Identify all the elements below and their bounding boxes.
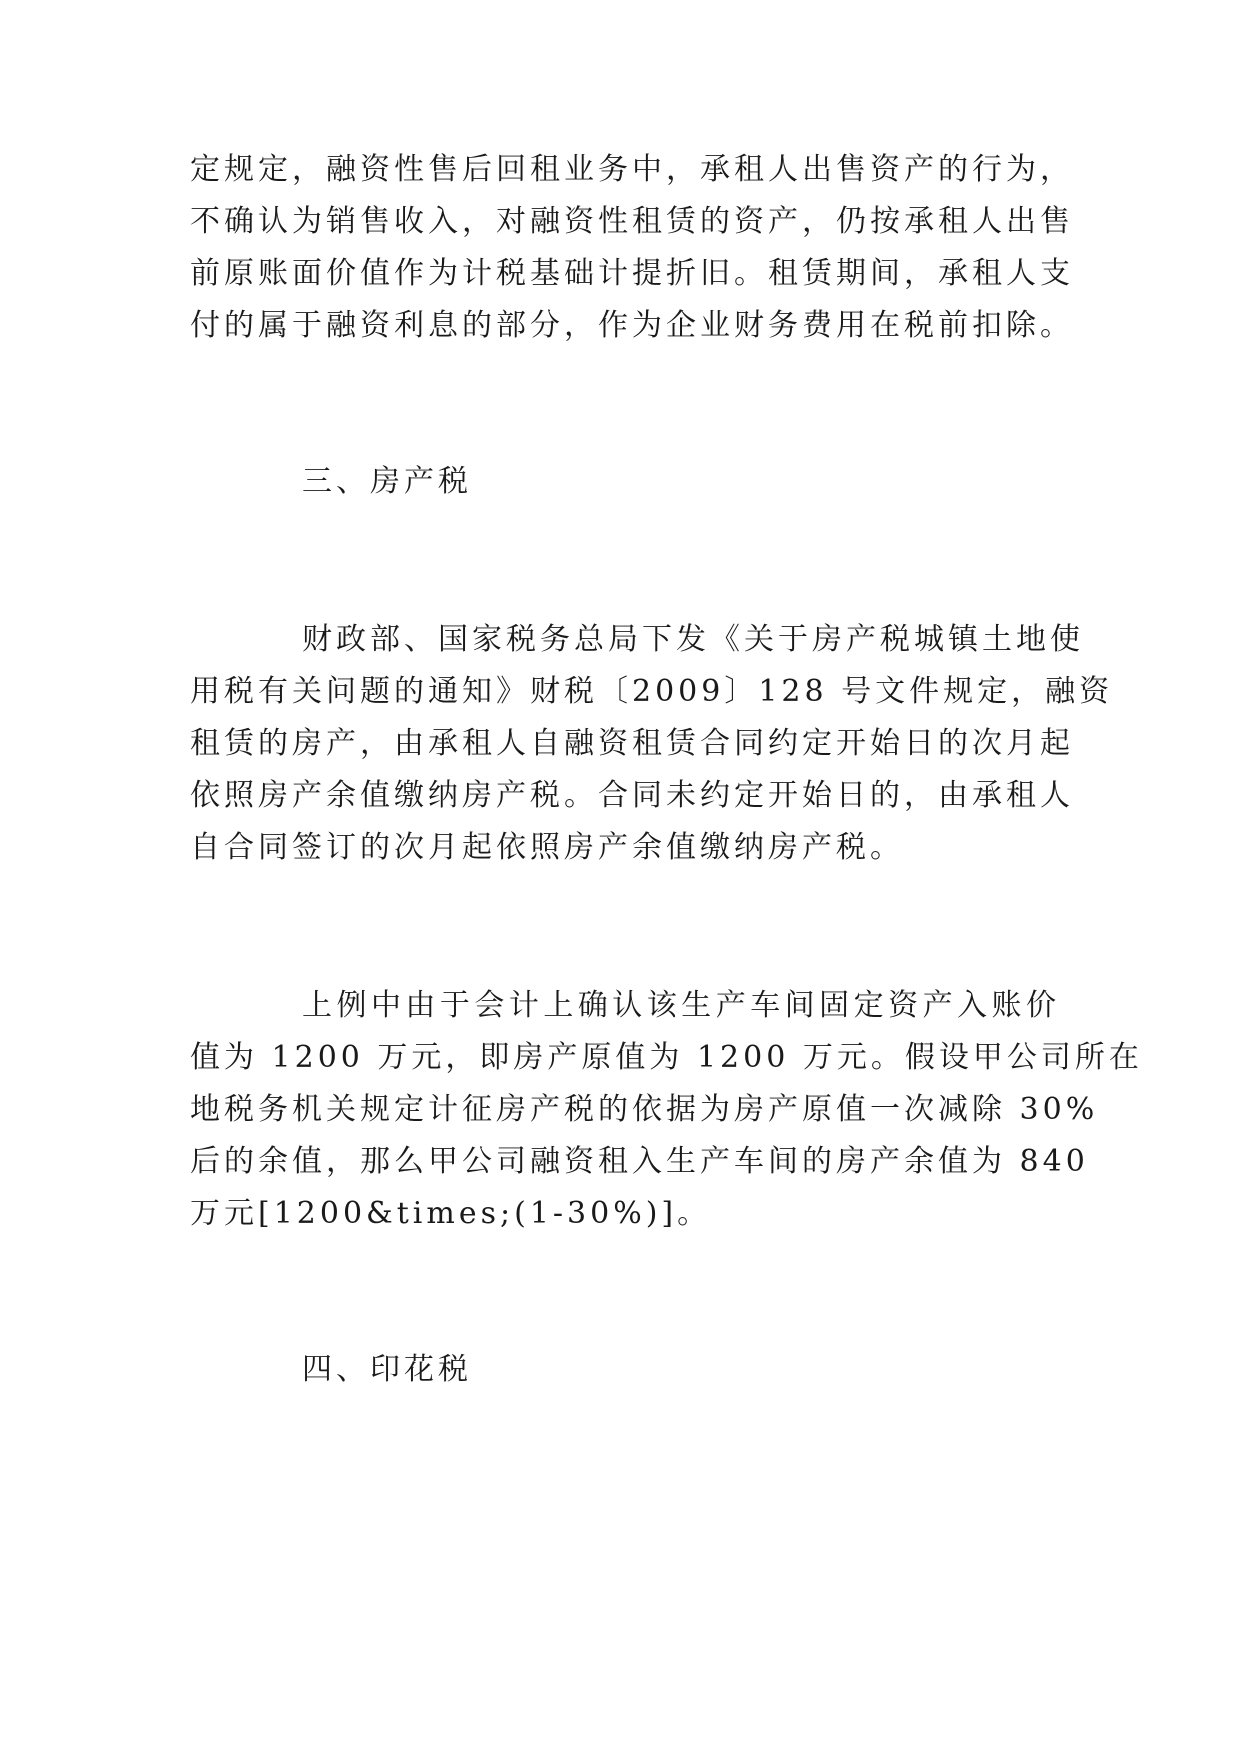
section-heading-stamp-tax: 四、印花税 [302,1352,472,1387]
text-line: 后的余值，那么甲公司融资租入生产车间的房产余值为 840 [190,1144,1089,1179]
text-line: 定规定，融资性售后回租业务中，承租人出售资产的行为， [190,152,1074,187]
text-line: 依照房产余值缴纳房产税。合同未约定开始日的，由承租人 [190,778,1074,813]
text-line: 自合同签订的次月起依照房产余值缴纳房产税。 [190,830,904,865]
text-line: 财政部、国家税务总局下发《关于房产税城镇土地使 [302,622,1084,657]
text-line: 用税有关问题的通知》财税〔2009〕128 号文件规定，融资 [190,674,1114,709]
text-line: 付的属于融资利息的部分，作为企业财务费用在税前扣除。 [190,308,1074,343]
text-line: 上例中由于会计上确认该生产车间固定资产入账价 [302,988,1060,1023]
text-line: 不确认为销售收入，对融资性租赁的资产，仍按承租人出售 [190,204,1074,239]
text-line: 地税务机关规定计征房产税的依据为房产原值一次减除 30% [190,1092,1099,1127]
text-line: 前原账面价值作为计税基础计提折旧。租赁期间，承租人支 [190,256,1074,291]
text-line: 租赁的房产，由承租人自融资租赁合同约定开始日的次月起 [190,726,1074,761]
text-line: 万元[1200&times;(1-30%)]。 [190,1196,712,1231]
text-line: 值为 1200 万元，即房产原值为 1200 万元。假设甲公司所在 [190,1040,1143,1075]
section-heading-property-tax: 三、房产税 [302,464,472,499]
